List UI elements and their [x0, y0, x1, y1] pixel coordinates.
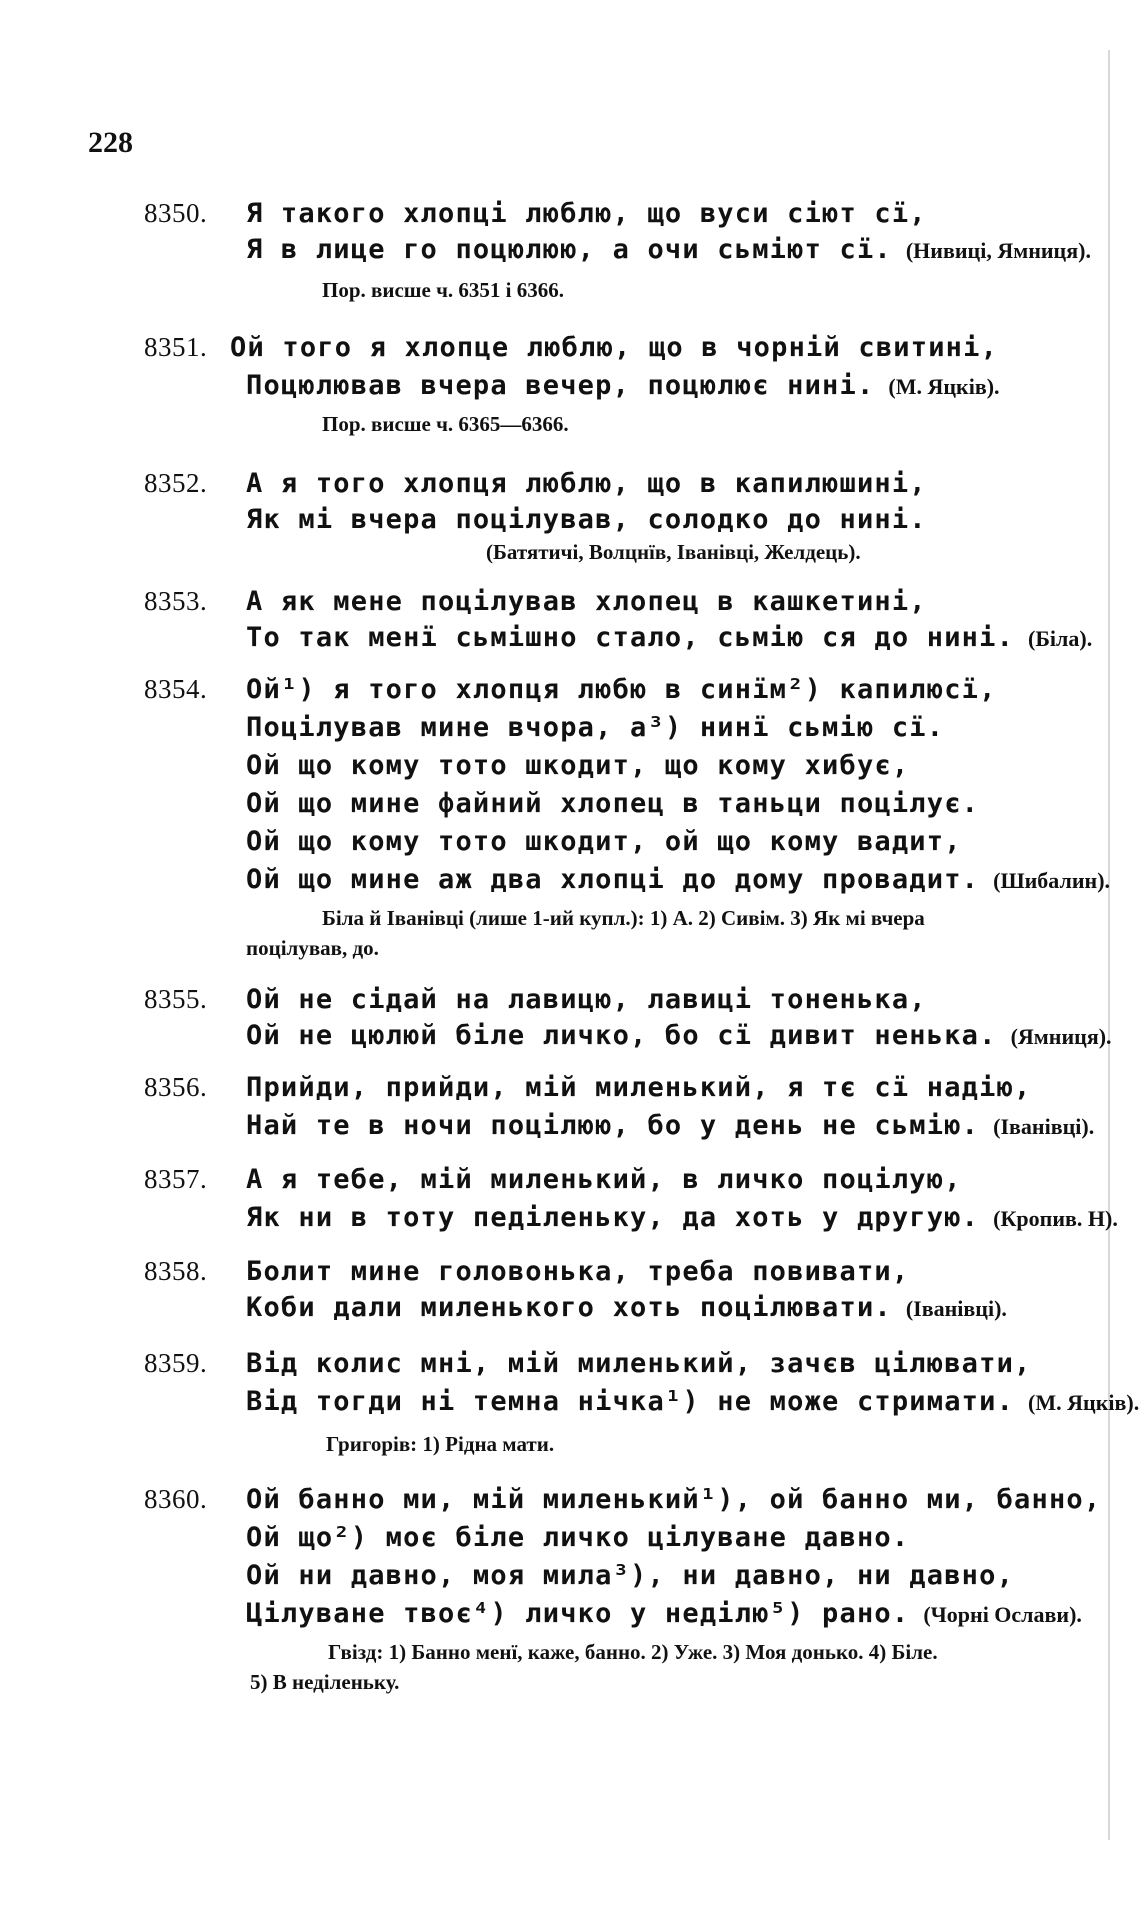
location: (Чорні Ослави). — [923, 1602, 1082, 1627]
verse-line: Як ни в тоту педіленьку, да хоть у другую. (Кропив. Н). — [246, 1202, 1118, 1233]
entry-number: 8358. — [144, 1256, 208, 1286]
verse-line: Поцілував мине вчора, а³) нинї сьмію сї. — [246, 712, 945, 743]
verse-line: Ой банно ми, мій миленький¹), ой банно ми, банно, — [246, 1484, 1102, 1515]
verse-line: Болит мине головонька, треба повивати, — [246, 1256, 910, 1287]
verse-line: Ой що кому тото шкодит, що кому хибує, — [246, 750, 910, 781]
verse-line: Ой того я хлопце люблю, що в чорній свитині, — [230, 332, 999, 363]
entry-number: 8351. — [144, 332, 208, 362]
verse-line: А я того хлопця люблю, що в капилюшині, — [246, 468, 927, 499]
verse-line: Коби дали миленького хоть поцілювати. (Іванівці). — [246, 1292, 1007, 1323]
location: (Батятичі, Волцнїв, Іванівці, Желдець). — [486, 540, 861, 564]
verse-line: Цілуване твоє⁴) личко у неділю⁵) рано. (Чорні Ослави). — [246, 1598, 1082, 1629]
verse-line: Ой що мине аж два хлопці до дому провадит. (Шибалин). — [246, 864, 1111, 895]
location: (М. Яцків). — [1028, 1390, 1140, 1415]
variant-note: Григорів: 1) Рідна мати. — [326, 1432, 555, 1456]
entry-number: 8352. — [144, 468, 208, 498]
cross-reference-note: Пор. висше ч. 6351 і 6366. — [322, 278, 565, 302]
cross-reference-note: Пор. висше ч. 6365—6366. — [322, 412, 569, 436]
verse-line: Ой не сідай на лавицю, лавиці тоненька, — [246, 984, 927, 1015]
variant-note-continued: поцілував, до. — [246, 936, 379, 960]
verse-line: А я тебе, мій миленький, в личко поцілую, — [246, 1164, 962, 1195]
entry-number: 8350. — [144, 198, 208, 228]
verse-line: Прийди, прийди, мій миленький, я тє сї надію, — [246, 1072, 1032, 1103]
verse-line: А як мене поцілував хлопец в кашкетині, — [246, 586, 927, 617]
location: (Іванівці). — [905, 1296, 1007, 1321]
verse-line: Ой що кому тото шкодит, ой що кому вадит, — [246, 826, 962, 857]
entry-number: 8360. — [144, 1484, 208, 1514]
variant-note: Гвізд: 1) Банно менї, каже, банно. 2) Уже. 3) Моя донько. 4) Біле. — [328, 1640, 938, 1664]
location: (Кропив. Н). — [993, 1206, 1118, 1231]
verse-line: Я в лице го поцюлюю, а очи сьміют сї. (Нивиці, Ямниця). — [246, 234, 1091, 265]
page-number: 228 — [88, 126, 133, 159]
location: (Шибалин). — [993, 868, 1111, 893]
verse-line: Я такого хлопці люблю, що вуси сіют сї, — [246, 198, 927, 229]
verse-line: Най те в ночи поцілюю, бо у день не сьмію. (Іванівці). — [246, 1110, 1095, 1141]
verse-line: Поцюлював вчера вечер, поцюлює нині. (М. Яцків). — [246, 370, 1000, 401]
verse-line: Ой ни давно, моя мила³), ни давно, ни давно, — [246, 1560, 1015, 1591]
entry-number: 8356. — [144, 1072, 208, 1102]
verse-line: Від колис мні, мій миленький, зачєв цілювати, — [246, 1348, 1032, 1379]
variant-note-continued: 5) В неділеньку. — [250, 1670, 400, 1694]
variant-note: Біла й Іванівці (лише 1-ий купл.): 1) А. 2) Сивім. 3) Як мі вчера — [322, 906, 925, 930]
entry-number: 8355. — [144, 984, 208, 1014]
entry-number: 8354. — [144, 674, 208, 704]
verse-line: То так менї сьмішно стало, сьмію ся до нині. (Біла). — [246, 622, 1093, 653]
verse-line: Ой що мине файний хлопец в таньци поцілує. — [246, 788, 980, 819]
entry-number: 8353. — [144, 586, 208, 616]
verse-line: Ой що²) моє біле личко цілуване давно. — [246, 1522, 910, 1553]
location: (М. Яцків). — [888, 374, 1000, 399]
location: (Іванівці). — [993, 1114, 1095, 1139]
verse-line: Ой не цюлюй біле личко, бо сї дивит ненька. (Ямниця). — [246, 1020, 1112, 1051]
page-edge-line — [1108, 50, 1110, 1840]
entry-number: 8359. — [144, 1348, 208, 1378]
entry-number: 8357. — [144, 1164, 208, 1194]
verse-line: Ой¹) я того хлопця любю в синїм²) капилюсї, — [246, 674, 997, 705]
verse-line: Від тогди ні темна нічка¹) не може стримати. (М. Яцків). — [246, 1386, 1140, 1417]
location: (Нивиці, Ямниця). — [905, 238, 1091, 263]
location: (Ямниця). — [1010, 1024, 1112, 1049]
location: (Біла). — [1028, 626, 1093, 651]
verse-line: Як мі вчера поцілував, солодко до нині. — [246, 504, 927, 535]
